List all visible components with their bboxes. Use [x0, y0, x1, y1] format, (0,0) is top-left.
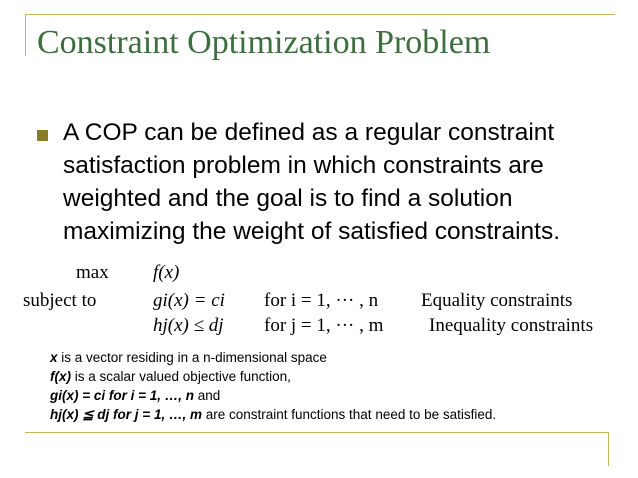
objective-function: f(x) [153, 262, 180, 283]
subject-to-label: subject to [23, 290, 97, 311]
note-f [50, 367, 610, 386]
note-g [50, 386, 610, 405]
note-f-symbol: f(x) [50, 369, 71, 384]
note-h-text: are constraint functions that need to be satisfied. [201, 407, 497, 422]
note-f-text: is a scalar valued objective function, [71, 369, 291, 384]
note-g-text: and [194, 388, 221, 403]
bottom-rule [25, 432, 608, 433]
note-x [50, 348, 610, 367]
equality-label: Equality constraints [421, 290, 573, 311]
bullet-text: A COP can be defined as a regular constraint satisfaction problem in which constraints are weighted and the goal is to find a solution maximizing the weight of satisfied constraints. [63, 119, 561, 245]
inequality-constraint: hj(x) ≤ dj [153, 315, 224, 336]
note-h [50, 405, 610, 424]
note-x-text: is a vector residing in a n-dimensional space [57, 350, 327, 365]
equality-range: for i = 1, ··· , n [264, 290, 379, 311]
equality-constraint: gi(x) = ci [153, 290, 225, 311]
notes-block [50, 348, 610, 424]
inequality-label: Inequality constraints [429, 315, 594, 336]
slide-title: Constraint Optimization Problem [37, 24, 491, 61]
inequality-range: for j = 1, ··· , m [264, 315, 384, 336]
note-g-symbol: gi(x) = ci for i = 1, …, n [50, 388, 195, 403]
note-x-symbol: x [50, 350, 58, 365]
note-h-symbol: hj(x) ≦ dj for j = 1, …, m [50, 407, 202, 422]
max-label: max [76, 262, 109, 283]
right-rule [608, 432, 609, 466]
